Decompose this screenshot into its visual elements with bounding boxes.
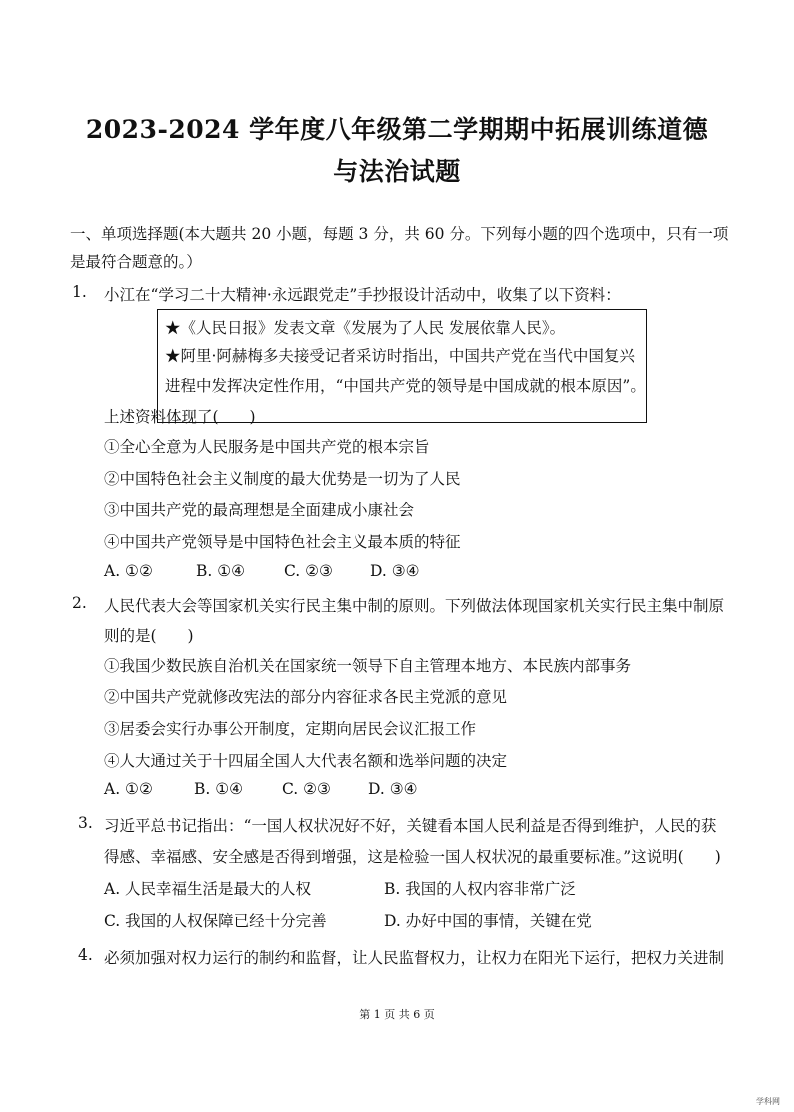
q2-stem-line1: 人民代表大会等国家机关实行民主集中制的原则。下列做法体现国家机关实行民主集中制原 xyxy=(104,597,725,615)
q1-stem: 小江在“学习二十大精神·永远跟党走”手抄报设计活动中，收集了以下资料： xyxy=(104,286,621,304)
q3-option-a: A. 人民幸福生活是最大的人权 xyxy=(104,880,312,898)
q2-item-4: ④人大通过关于十四届全国人大代表名额和选举问题的决定 xyxy=(104,752,508,770)
q1-option-b: B. ①④ xyxy=(196,562,246,580)
q1-question: 上述资料体现了( ) xyxy=(104,408,256,426)
q1-material-line2: ★阿里·阿赫梅多夫接受记者采访时指出，中国共产党在当代中国复兴 xyxy=(165,347,635,365)
q2-option-a: A. ①② xyxy=(104,780,153,798)
q1-item-2: ②中国特色社会主义制度的最大优势是一切为了人民 xyxy=(104,470,461,488)
q3-stem-line2: 得感、幸福感、安全感是否得到增强，这是检验一国人权状况的最重要标准。”这说明( ) xyxy=(104,848,721,866)
q2-item-1: ①我国少数民族自治机关在国家统一领导下自主管理本地方、本民族内部事务 xyxy=(104,657,632,675)
q2-number: 2. xyxy=(72,594,87,612)
q3-option-d: D. 办好中国的事情，关键在党 xyxy=(384,912,592,930)
q2-item-3: ③居委会实行办事公开制度，定期向居民会议汇报工作 xyxy=(104,720,477,738)
q3-option-c: C. 我国的人权保障已经十分完善 xyxy=(104,912,327,930)
q1-item-4: ④中国共产党领导是中国特色社会主义最本质的特征 xyxy=(104,533,461,551)
q1-item-3: ③中国共产党的最高理想是全面建成小康社会 xyxy=(104,501,415,519)
q1-item-1: ①全心全意为人民服务是中国共产党的根本宗旨 xyxy=(104,438,430,456)
q2-stem-line2: 则的是( ) xyxy=(104,627,194,645)
section-instruction-line2: 是最符合题意的。） xyxy=(70,253,202,271)
q1-number: 1. xyxy=(72,283,87,301)
q2-item-2: ②中国共产党就修改宪法的部分内容征求各民主党派的意见 xyxy=(104,688,508,706)
q3-number: 3. xyxy=(78,814,93,832)
q1-material-line1: ★《人民日报》发表文章《发展为了人民 发展依靠人民》。 xyxy=(165,319,566,337)
q2-option-c: C. ②③ xyxy=(282,780,331,798)
q1-option-c: C. ②③ xyxy=(284,562,333,580)
q1-material-line3: 进程中发挥决定性作用，“中国共产党的领导是中国成就的根本原因”。 xyxy=(165,377,646,395)
section-instruction-line1: 一、单项选择题(本大题共 20 小题，每题 3 分，共 60 分。下列每小题的四个选项中，只有一项 xyxy=(70,225,729,243)
q3-option-b: B. 我国的人权内容非常广泛 xyxy=(384,880,576,898)
q4-stem-line1: 必须加强对权力运行的制约和监督，让人民监督权力，让权力在阳光下运行，把权力关进制 xyxy=(104,949,725,967)
watermark: 学科网 xyxy=(756,1097,780,1106)
exam-title-line2: 与法治试题 xyxy=(333,157,461,186)
page-footer: 第 1 页 共 6 页 xyxy=(359,1008,435,1021)
q2-option-d: D. ③④ xyxy=(368,780,418,798)
q1-option-a: A. ①② xyxy=(104,562,153,580)
exam-title-line1: 2023-2024 学年度八年级第二学期期中拓展训练道德 xyxy=(85,115,709,144)
q2-option-b: B. ①④ xyxy=(194,780,244,798)
q4-number: 4. xyxy=(78,946,93,964)
q3-stem-line1: 习近平总书记指出：“一国人权状况好不好，关键看本国人民利益是否得到维护，人民的获 xyxy=(104,817,717,835)
q1-option-d: D. ③④ xyxy=(370,562,420,580)
